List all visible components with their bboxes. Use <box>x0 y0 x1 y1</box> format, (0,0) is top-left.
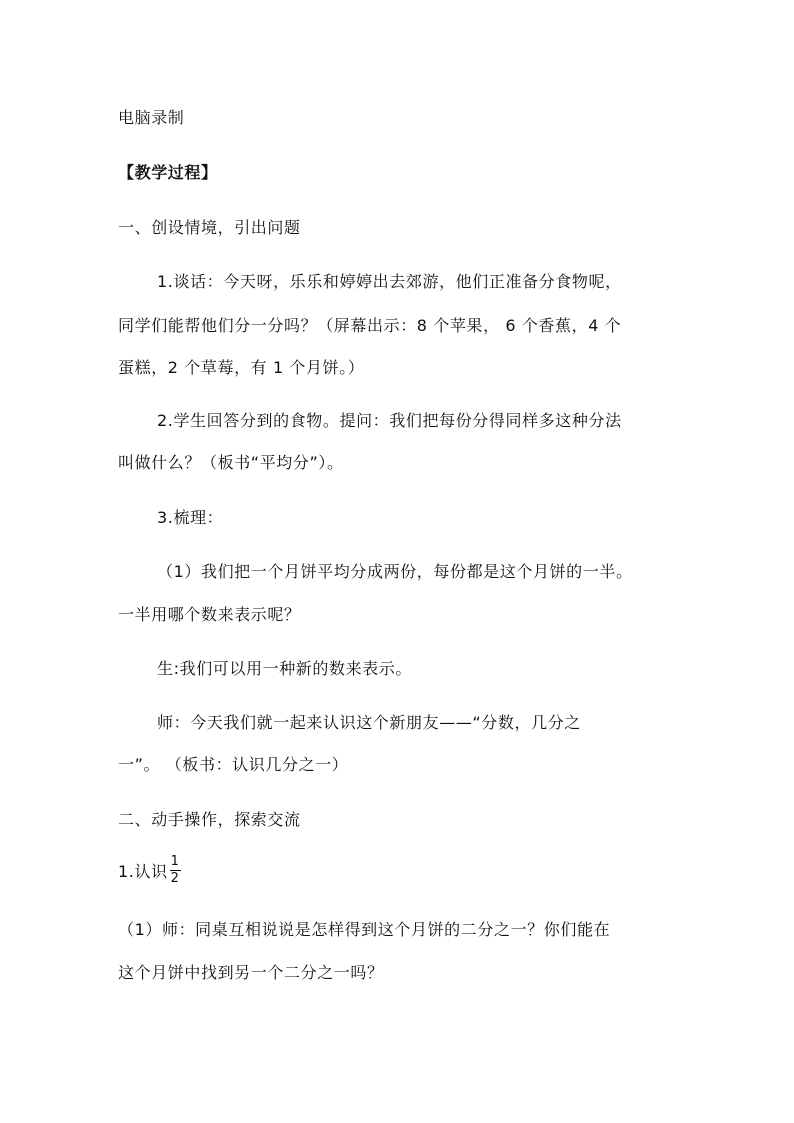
paragraph-5: 生:我们可以用一种新的数来表示。 <box>157 659 412 678</box>
paragraph-4-line-1: （1）我们把一个月饼平均分成两份，每份都是这个月饼的一半。 <box>157 562 633 581</box>
section-title: 【教学过程】 <box>118 163 218 182</box>
paragraph-4-line-2: 一半用哪个数来表示呢？ <box>118 605 301 624</box>
paragraph-3: 3.梳理： <box>157 508 224 527</box>
part1-heading: 一、创设情境，引出问题 <box>118 218 301 237</box>
paragraph-6-line-1: 师：今天我们就一起来认识这个新朋友——“分数，几分之 <box>157 713 581 732</box>
fraction-numerator: 1 <box>170 854 180 869</box>
paragraph-7-line-1: （1）师：同桌互相说说是怎样得到这个月饼的二分之一？你们能在 <box>118 920 611 939</box>
fraction-denominator: 2 <box>170 871 180 886</box>
paragraph-1-line-2: 同学们能帮他们分一分吗？（屏幕出示：8 个苹果， 6 个香蕉，4 个 <box>118 316 622 335</box>
fraction-one-half <box>170 855 181 886</box>
paragraph-7-line-2: 这个月饼中找到另一个二分之一吗？ <box>118 963 384 982</box>
part2-heading: 二、动手操作，探索交流 <box>118 810 301 829</box>
paragraph-6-line-2: 一”。 （板书：认识几分之一） <box>118 755 349 774</box>
paragraph-2-line-2: 叫做什么？（板书“平均分”）。 <box>118 453 344 472</box>
paragraph-1-line-1: 1.谈话：今天呀，乐乐和婷婷出去郊游，他们正准备分食物呢， <box>157 272 622 291</box>
paragraph-2-line-1: 2.学生回答分到的食物。提问：我们把每份分得同样多这种分法 <box>157 411 622 430</box>
item-1-heading <box>118 855 678 889</box>
item-1-label: 1.认识 <box>118 862 168 881</box>
intro-text: 电脑录制 <box>118 108 185 127</box>
paragraph-1-line-3: 蛋糕，2 个草莓，有 1 个月饼。） <box>118 358 365 377</box>
